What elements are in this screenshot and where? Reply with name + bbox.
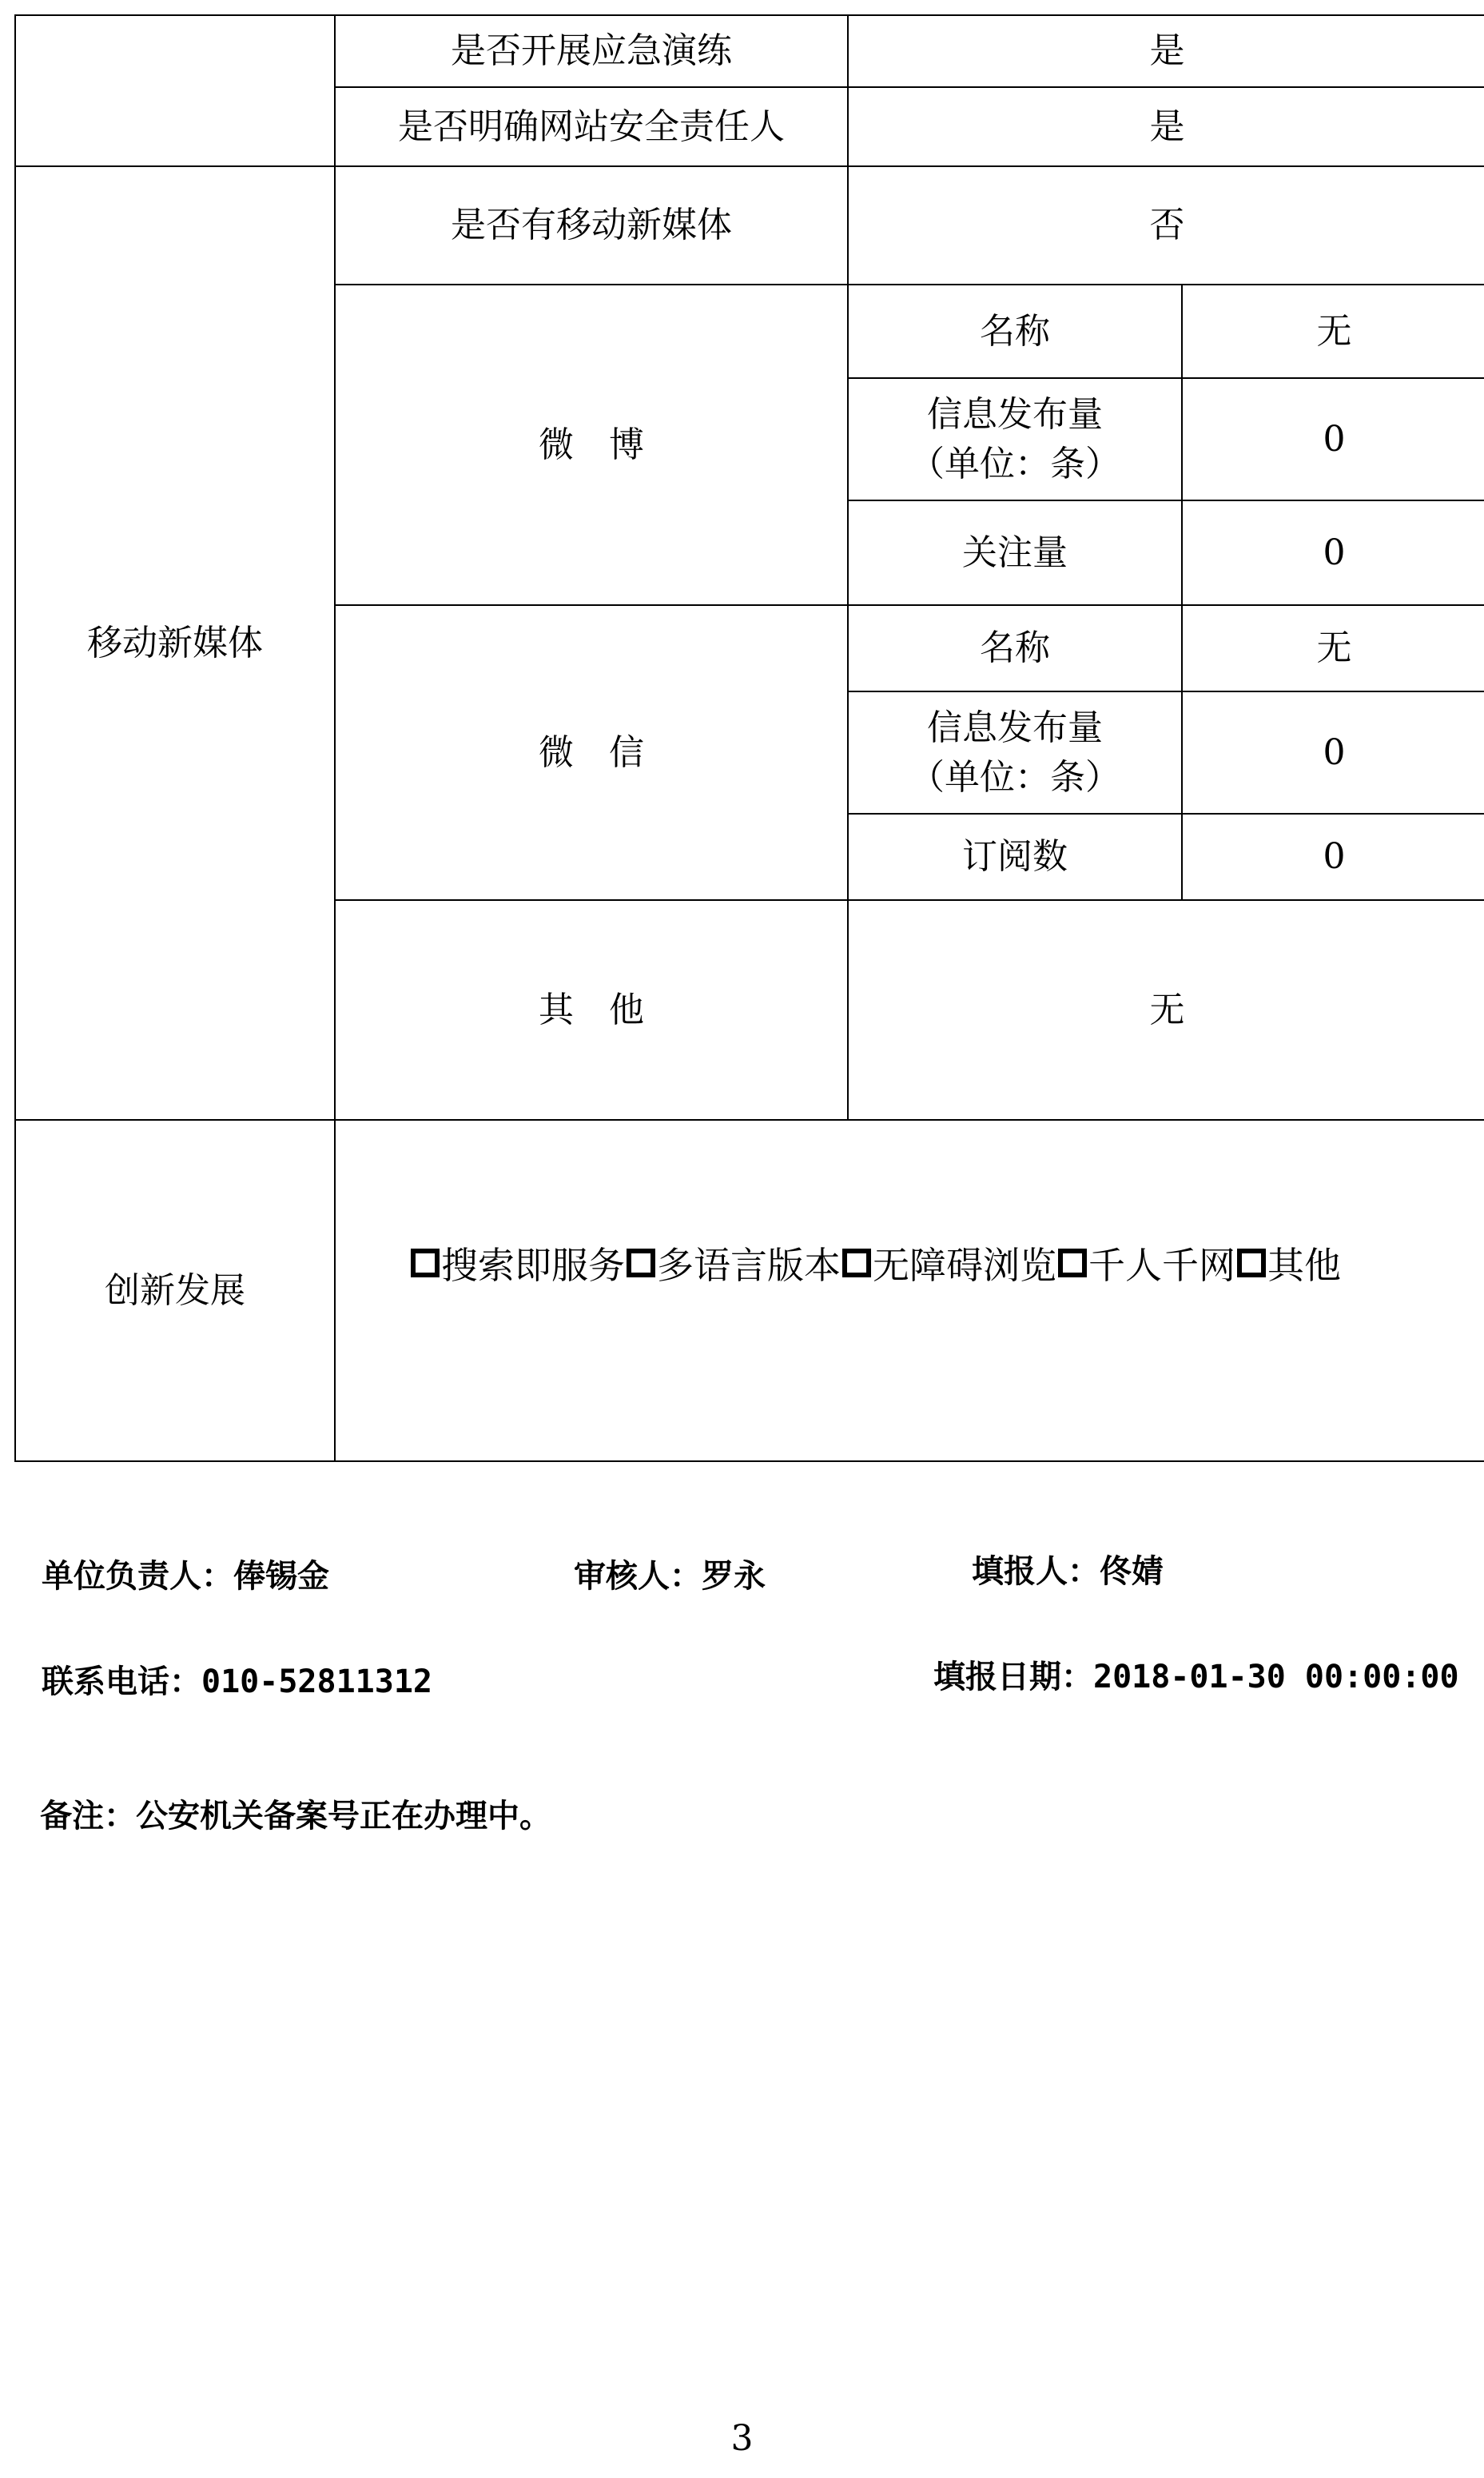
wechat-posts-label-line2: （单位：条） xyxy=(909,756,1120,798)
reviewer-label: 审核人： xyxy=(574,1558,702,1595)
page-number: 3 xyxy=(730,2418,754,2459)
fill-date xyxy=(933,1651,1459,1697)
security-officer-value: 是 xyxy=(1149,106,1185,147)
other-value: 无 xyxy=(1149,989,1185,1030)
reviewer xyxy=(574,1551,766,1596)
innovation-options xyxy=(409,1231,1472,1295)
checkbox-icon[interactable] xyxy=(627,1249,655,1277)
filler-label: 填报人： xyxy=(972,1553,1100,1590)
phone-value: 010-52811312 xyxy=(201,1663,432,1700)
option-multilingual[interactable] xyxy=(625,1237,841,1289)
unit-head xyxy=(42,1551,329,1596)
weibo-name-label: 名称 xyxy=(980,310,1050,352)
weibo-posts-label-line2: （单位：条） xyxy=(909,443,1120,484)
has-mobile-label: 是否有移动新媒体 xyxy=(451,205,732,246)
wechat-posts-label-line1: 信息发布量 xyxy=(927,707,1103,748)
reviewer-value: 罗永 xyxy=(702,1558,766,1595)
weibo-label: 微 博 xyxy=(539,424,644,465)
option-search-service[interactable] xyxy=(409,1237,625,1289)
has-mobile-value: 否 xyxy=(1149,205,1185,246)
option-accessibility[interactable] xyxy=(841,1237,1056,1289)
option-label: 无障碍浏览 xyxy=(873,1244,1056,1287)
wechat-subs-label: 订阅数 xyxy=(962,836,1068,878)
wechat-name-label: 名称 xyxy=(980,627,1050,669)
checkbox-icon[interactable] xyxy=(842,1249,871,1277)
weibo-posts-label-line1: 信息发布量 xyxy=(927,393,1103,435)
weibo-name-value: 无 xyxy=(1316,310,1352,352)
weibo-followers-value: 0 xyxy=(1323,532,1346,573)
checkbox-icon[interactable] xyxy=(1237,1249,1266,1277)
drill-value: 是 xyxy=(1149,30,1185,72)
security-officer-label: 是否明确网站安全责任人 xyxy=(398,106,785,147)
wechat-posts-value: 0 xyxy=(1323,731,1346,773)
option-other[interactable] xyxy=(1235,1237,1341,1289)
fill-date-value: 2018-01-30 00:00:00 xyxy=(1093,1659,1459,1695)
mobile-section-label: 移动新媒体 xyxy=(87,622,263,663)
phone xyxy=(42,1656,432,1702)
weibo-posts-value: 0 xyxy=(1323,418,1346,460)
innovation-label: 创新发展 xyxy=(105,1269,245,1311)
wechat-subs-value: 0 xyxy=(1323,836,1346,878)
filler xyxy=(972,1546,1164,1592)
unit-head-value: 俸锡金 xyxy=(233,1558,329,1595)
option-personalized[interactable] xyxy=(1056,1237,1235,1289)
unit-head-label: 单位负责人： xyxy=(42,1558,233,1595)
drill-label: 是否开展应急演练 xyxy=(451,30,732,72)
weibo-posts-label xyxy=(849,379,1181,500)
option-label: 搜索即服务 xyxy=(441,1244,625,1287)
fill-date-label: 填报日期： xyxy=(933,1659,1093,1695)
wechat-name-value: 无 xyxy=(1316,627,1352,669)
option-label: 千人千网 xyxy=(1088,1244,1235,1287)
phone-label: 联系电话： xyxy=(42,1663,201,1700)
wechat-label: 微 信 xyxy=(539,731,644,773)
checkbox-icon[interactable] xyxy=(1058,1249,1087,1277)
checkbox-icon[interactable] xyxy=(411,1249,440,1277)
option-label: 多语言版本 xyxy=(657,1244,841,1287)
wechat-posts-label xyxy=(849,692,1181,813)
weibo-followers-label: 关注量 xyxy=(962,532,1068,573)
note: 备注：公安机关备案号正在办理中。 xyxy=(40,1798,551,1835)
filler-value: 佟婧 xyxy=(1100,1553,1164,1590)
option-label: 其他 xyxy=(1267,1244,1341,1287)
other-label: 其 他 xyxy=(539,989,644,1030)
